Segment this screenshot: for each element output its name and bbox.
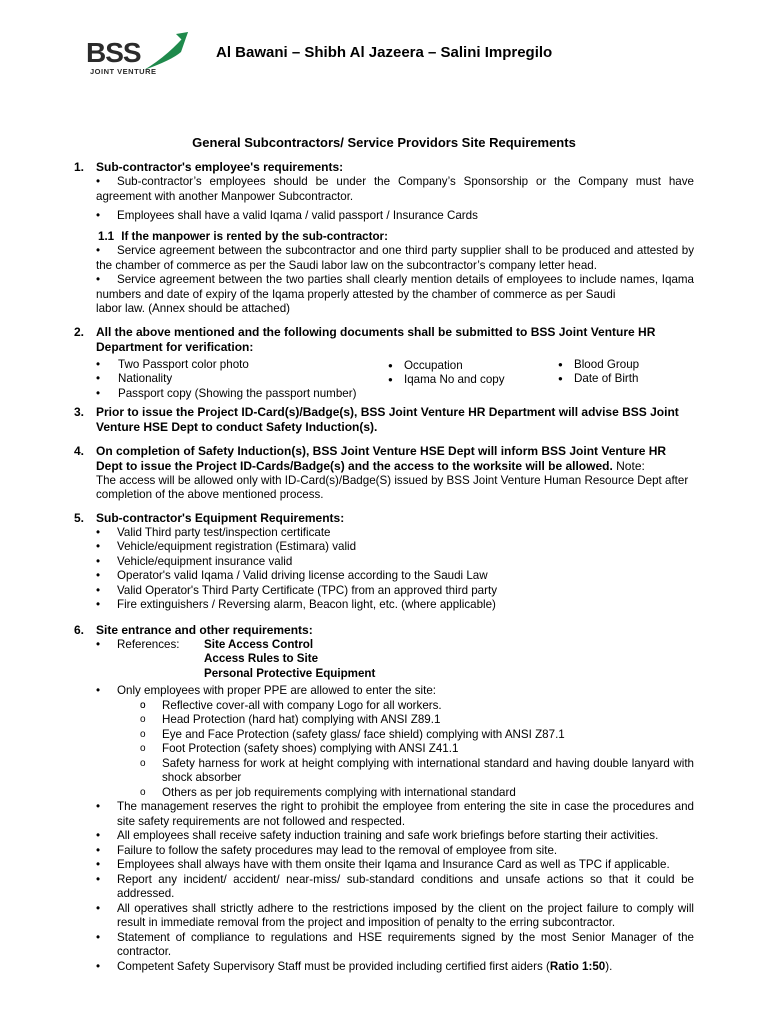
logo-subtext: JOINT VENTURE [90, 67, 157, 76]
list-item: • All operatives shall strictly adhere to the restrictions imposed by the client on the project failure to comply will result in immediate removal from the project and imposition of penalty to the erring subcontractor. [96, 902, 694, 931]
page-header [84, 30, 724, 80]
list-item: • Two Passport color photo [96, 358, 356, 373]
site-rules [74, 800, 694, 974]
list-item: • Report any incident/ accident/ near-miss/ sub-standard conditions and unsafe actions so that it could be addressed. [96, 873, 694, 902]
list-item: ● Blood Group [558, 358, 639, 373]
section-4 [74, 444, 694, 503]
list-item: • Passport copy (Showing the passport number) [96, 387, 356, 402]
references-label: References: [117, 637, 180, 651]
section-number: 3. [74, 404, 85, 419]
document-body [74, 160, 694, 974]
ppe-item: o Eye and Face Protection (safety glass/ face shield) complying with ANSI Z87.1 [96, 728, 694, 743]
logo-text: BSS [86, 37, 141, 68]
list-item: • Service agreement between the subcontractor and one third party supplier shall to be produced and attested by the chamber of commerce as per the Saudi labor law on the subcontractor’s company letter head. [96, 244, 694, 272]
section-heading: Sub-contractor's Equipment Requirements: [96, 510, 345, 525]
list-item: • Employees shall have a valid Iqama / valid passport / Insurance Cards [96, 209, 694, 224]
list-item: • Vehicle/equipment registration (Estimara) valid [96, 540, 694, 555]
section-number: 1. [74, 160, 85, 174]
section-heading: Site entrance and other requirements: [96, 622, 313, 637]
list-item: • The management reserves the right to prohibit the employee from entering the site in case the procedures and site safety requirements are not followed and respected. [96, 800, 694, 829]
list-item: • Service agreement between the two parties shall clearly mention details of employees to include names, Iqama numbers and date of expiry of the Iqama properly attested by the chamber of commerce as per Saudi [96, 273, 694, 301]
section-heading: Prior to issue the Project ID-Card(s)/Badge(s), BSS Joint Venture HR Department will advise BSS Joint Venture HSE Dept to conduct Safety Induction(s). [96, 404, 679, 434]
company-name: Al Bawani – Shibh Al Jazeera – Salini Impregilo [216, 44, 553, 61]
list-item: • Failure to follow the safety procedures may lead to the removal of employee from site. [96, 844, 694, 859]
list-item: • Operator's valid Iqama / Valid driving license according to the Saudi Law [96, 569, 694, 584]
checklist-column-2 [388, 359, 505, 388]
list-item: • Employees shall always have with them onsite their Iqama and Insurance Card as well as TPC if applicable. [96, 858, 694, 873]
ratio-value: Ratio 1:50 [549, 959, 606, 973]
list-item: • Sub-contractor’s employees should be under the Company’s Sponsorship or the Company must have agreement with another Manpower Subcontractor. [96, 175, 694, 203]
section-2 [74, 325, 694, 355]
list-item: ● Date of Birth [558, 372, 639, 387]
subsection-heading: 1.1 If the manpower is rented by the sub-contractor: [98, 229, 388, 243]
references-block: • References: Site Access Control Access Rules to Site Personal Protective Equipment [74, 638, 694, 682]
ppe-item: o Others as per job requirements complying with international standard [96, 786, 694, 801]
section-number: 6. [74, 622, 85, 637]
ppe-item: o Head Protection (hard hat) complying with ANSI Z89.1 [96, 713, 694, 728]
checklist-column-1 [96, 358, 356, 402]
section-number: 4. [74, 443, 85, 458]
list-item: ● Occupation [388, 359, 505, 374]
reference-link: Access Rules to Site [204, 652, 319, 665]
section-6 [74, 623, 694, 638]
document-title: General Subcontractors/ Service Providors Site Requirements [192, 135, 576, 150]
note-label: Note: [616, 458, 645, 473]
list-item: • All employees shall receive safety induction training and safe work briefings before starting their activities. [96, 829, 694, 844]
section-5 [74, 511, 694, 613]
ppe-item: o Reflective cover-all with company Logo for all workers. [96, 699, 694, 714]
company-logo [84, 30, 194, 78]
list-item: • Fire extinguishers / Reversing alarm, Beacon light, etc. (where applicable) [96, 598, 694, 613]
list-item: ● Iqama No and copy [388, 373, 505, 388]
document-checklist [96, 358, 694, 402]
section-number: 2. [74, 324, 85, 339]
section-heading: All the above mentioned and the following documents shall be submitted to BSS Joint Venture HR Department for verification: [96, 324, 656, 354]
list-item: • Only employees with proper PPE are allowed to enter the site: [96, 684, 694, 699]
ppe-items [74, 699, 694, 801]
reference-link: Personal Protective Equipment [204, 666, 376, 680]
list-item: • Valid Third party test/inspection certificate [96, 526, 694, 541]
list-item-continuation: labor law. (Annex should be attached) [96, 302, 290, 315]
reference-link: Site Access Control [204, 637, 314, 651]
note-text: The access will be allowed only with ID-Card(s)/Badge(S) issued by BSS Joint Venture Human Resource Dept after completion of the above mentioned process. [96, 473, 689, 501]
section-number: 5. [74, 510, 85, 525]
list-item: • Nationality [96, 372, 356, 387]
ppe-item: o Foot Protection (safety shoes) complying with ANSI Z41.1 [96, 742, 694, 757]
ppe-item: o Safety harness for work at height complying with international standard and having double lanyard with shock absorber [96, 757, 694, 786]
checklist-column-3 [558, 358, 639, 387]
section-heading: On completion of Safety Induction(s), BSS Joint Venture HSE Dept will inform BSS Joint Venture HR Dept to issue the Project ID-Cards/Badge(s) and the access to the worksite will be allowed. Note: [96, 443, 667, 473]
section-3 [74, 405, 694, 435]
list-item: • Competent Safety Supervisory Staff must be provided including certified first aiders (Ratio 1:50). [96, 960, 694, 975]
section-1 [74, 160, 694, 175]
list-item: • Statement of compliance to regulations and HSE requirements signed by the most Senior Manager of the contractor. [96, 931, 694, 960]
section-heading: Sub-contractor's employee's requirements: [96, 160, 344, 174]
list-item: • Vehicle/equipment insurance valid [96, 555, 694, 570]
list-item: • Valid Operator's Third Party Certificate (TPC) from an approved third party [96, 584, 694, 599]
